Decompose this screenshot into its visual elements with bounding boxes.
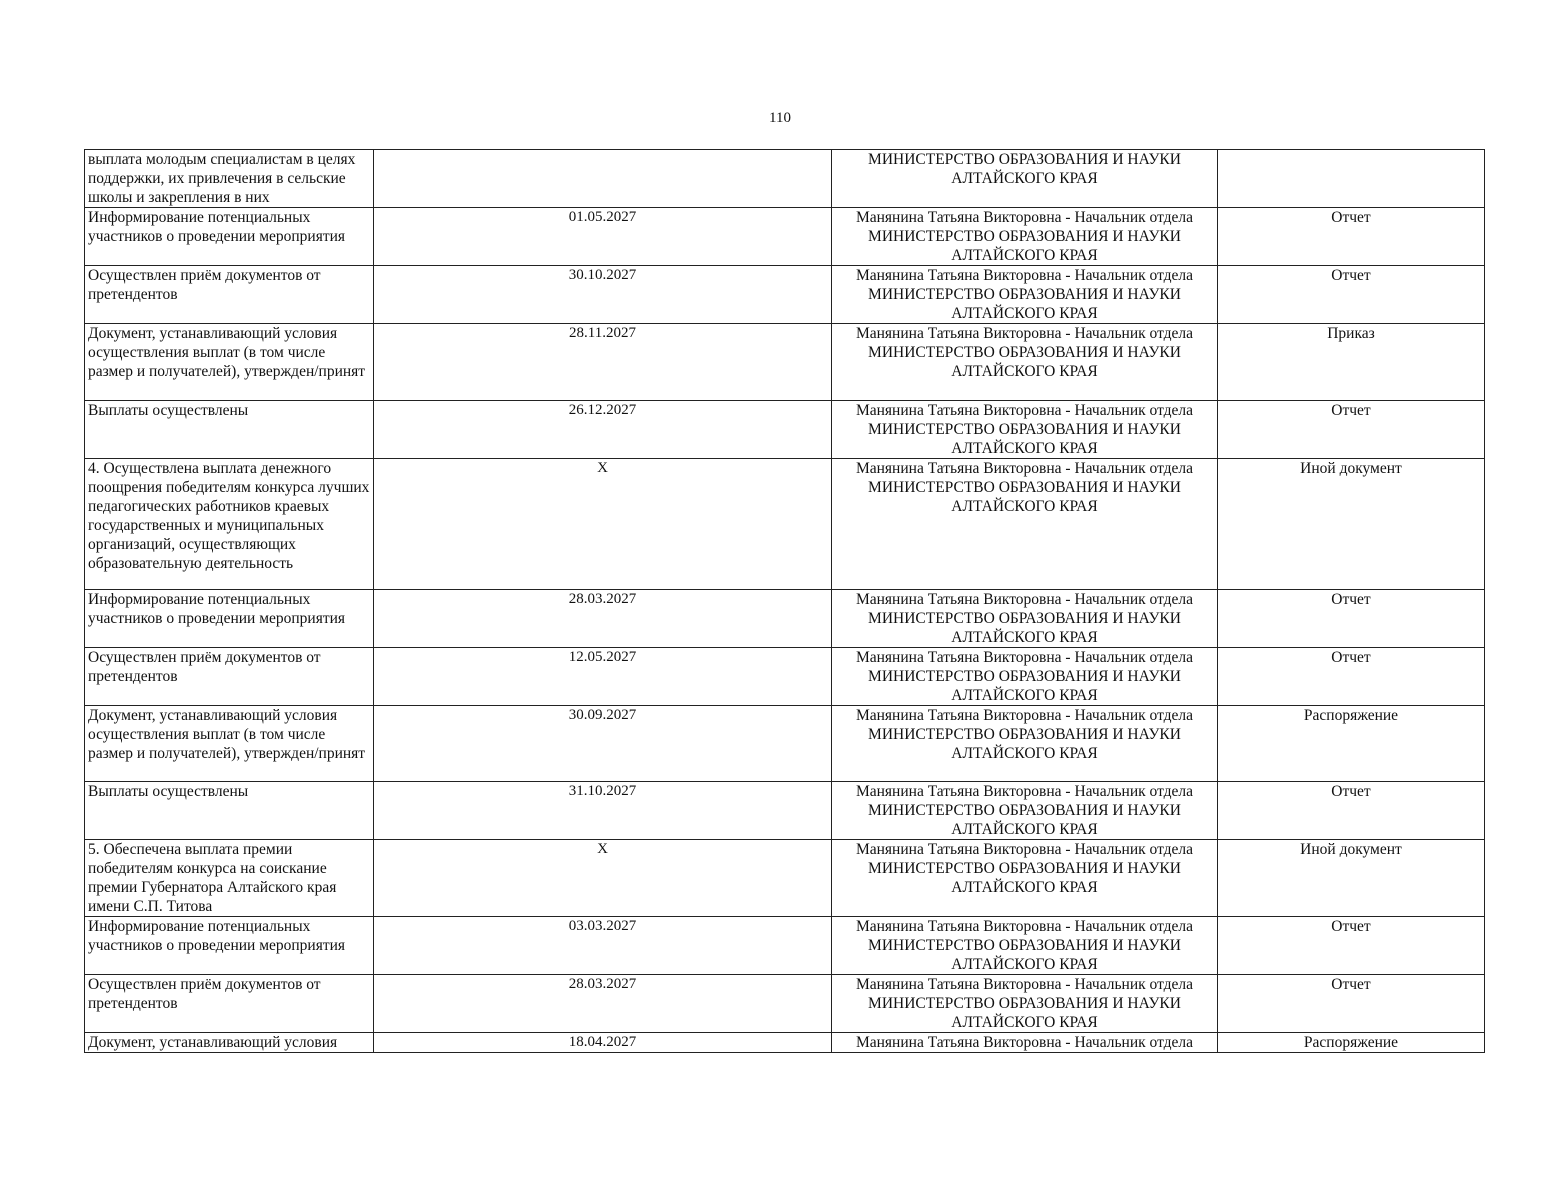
responsible-cell: Манянина Татьяна Викторовна - Начальник отдела МИНИСТЕРСТВО ОБРАЗОВАНИЯ И НАУКИ АЛТАЙСКОГО КРАЯ [832, 324, 1218, 401]
table-row [85, 324, 1485, 401]
activity-name-cell: Осуществлен приём документов от претендентов [85, 975, 374, 1033]
document-type-cell: Иной документ [1218, 840, 1485, 917]
activity-name-cell: Документ, устанавливающий условия осуществления выплат (в том числе размер и получателей), утвержден/принят [85, 324, 374, 401]
responsible-cell: Манянина Татьяна Викторовна - Начальник отдела МИНИСТЕРСТВО ОБРАЗОВАНИЯ И НАУКИ АЛТАЙСКОГО КРАЯ [832, 459, 1218, 590]
table-row [85, 1033, 1485, 1053]
responsible-cell: Манянина Татьяна Викторовна - Начальник отдела МИНИСТЕРСТВО ОБРАЗОВАНИЯ И НАУКИ АЛТАЙСКОГО КРАЯ [832, 401, 1218, 459]
document-type-cell: Приказ [1218, 324, 1485, 401]
table-row [85, 648, 1485, 706]
activity-name-cell: Выплаты осуществлены [85, 401, 374, 459]
document-type-cell [1218, 150, 1485, 208]
deadline-cell: 31.10.2027 [374, 782, 832, 840]
table-row [85, 840, 1485, 917]
document-type-cell: Распоряжение [1218, 706, 1485, 782]
deadline-cell: 28.03.2027 [374, 975, 832, 1033]
document-type-cell: Иной документ [1218, 459, 1485, 590]
activity-name-cell: выплата молодым специалистам в целях поддержки, их привлечения в сельские школы и закрепления в них [85, 150, 374, 208]
activity-name-cell: Выплаты осуществлены [85, 782, 374, 840]
deadline-cell: 12.05.2027 [374, 648, 832, 706]
document-type-cell: Отчет [1218, 782, 1485, 840]
table-row [85, 917, 1485, 975]
deadline-cell: 30.09.2027 [374, 706, 832, 782]
responsible-cell: Манянина Татьяна Викторовна - Начальник отдела МИНИСТЕРСТВО ОБРАЗОВАНИЯ И НАУКИ АЛТАЙСКОГО КРАЯ [832, 590, 1218, 648]
responsible-cell: Манянина Татьяна Викторовна - Начальник отдела МИНИСТЕРСТВО ОБРАЗОВАНИЯ И НАУКИ АЛТАЙСКОГО КРАЯ [832, 208, 1218, 266]
responsible-cell: МИНИСТЕРСТВО ОБРАЗОВАНИЯ И НАУКИ АЛТАЙСКОГО КРАЯ [832, 150, 1218, 208]
activity-name-cell: 5. Обеспечена выплата премии победителям конкурса на соискание премии Губернатора Алтайского края имени С.П. Титова [85, 840, 374, 917]
table-row [85, 590, 1485, 648]
responsible-cell: Манянина Татьяна Викторовна - Начальник отдела МИНИСТЕРСТВО ОБРАЗОВАНИЯ И НАУКИ АЛТАЙСКОГО КРАЯ [832, 975, 1218, 1033]
deadline-cell: 03.03.2027 [374, 917, 832, 975]
document-type-cell: Отчет [1218, 590, 1485, 648]
deadline-cell: 18.04.2027 [374, 1033, 832, 1053]
table-row [85, 782, 1485, 840]
responsible-cell: Манянина Татьяна Викторовна - Начальник отдела МИНИСТЕРСТВО ОБРАЗОВАНИЯ И НАУКИ АЛТАЙСКОГО КРАЯ [832, 782, 1218, 840]
activity-name-cell: Осуществлен приём документов от претендентов [85, 266, 374, 324]
activities-table [84, 149, 1485, 1053]
responsible-cell: Манянина Татьяна Викторовна - Начальник отдела МИНИСТЕРСТВО ОБРАЗОВАНИЯ И НАУКИ АЛТАЙСКОГО КРАЯ [832, 266, 1218, 324]
deadline-cell: 28.03.2027 [374, 590, 832, 648]
document-type-cell: Распоряжение [1218, 1033, 1485, 1053]
deadline-cell [374, 150, 832, 208]
activity-name-cell: Информирование потенциальных участников о проведении мероприятия [85, 590, 374, 648]
activity-name-cell: Информирование потенциальных участников о проведении мероприятия [85, 208, 374, 266]
table-row [85, 975, 1485, 1033]
page-number: 110 [769, 110, 791, 126]
activity-name-cell: Осуществлен приём документов от претендентов [85, 648, 374, 706]
deadline-cell: 01.05.2027 [374, 208, 832, 266]
table-row [85, 401, 1485, 459]
document-type-cell: Отчет [1218, 648, 1485, 706]
table-row [85, 150, 1485, 208]
activity-name-cell: Документ, устанавливающий условия осуществления выплат (в том числе размер и получателей), утвержден/принят [85, 706, 374, 782]
responsible-cell: Манянина Татьяна Викторовна - Начальник отдела МИНИСТЕРСТВО ОБРАЗОВАНИЯ И НАУКИ АЛТАЙСКОГО КРАЯ [832, 648, 1218, 706]
table-row [85, 266, 1485, 324]
deadline-cell: 26.12.2027 [374, 401, 832, 459]
document-type-cell: Отчет [1218, 917, 1485, 975]
responsible-cell: Манянина Татьяна Викторовна - Начальник отдела МИНИСТЕРСТВО ОБРАЗОВАНИЯ И НАУКИ АЛТАЙСКОГО КРАЯ [832, 840, 1218, 917]
table-row [85, 208, 1485, 266]
activity-name-cell: 4. Осуществлена выплата денежного поощрения победителям конкурса лучших педагогических работников краевых государственных и муниципальных организаций, осуществляющих образовательную деятельность [85, 459, 374, 590]
document-type-cell: Отчет [1218, 975, 1485, 1033]
table-row [85, 706, 1485, 782]
responsible-cell: Манянина Татьяна Викторовна - Начальник отдела МИНИСТЕРСТВО ОБРАЗОВАНИЯ И НАУКИ АЛТАЙСКОГО КРАЯ [832, 917, 1218, 975]
activity-name-cell: Информирование потенциальных участников о проведении мероприятия [85, 917, 374, 975]
responsible-cell: Манянина Татьяна Викторовна - Начальник отдела [832, 1033, 1218, 1053]
table-row [85, 459, 1485, 590]
deadline-cell: X [374, 459, 832, 590]
responsible-cell: Манянина Татьяна Викторовна - Начальник отдела МИНИСТЕРСТВО ОБРАЗОВАНИЯ И НАУКИ АЛТАЙСКОГО КРАЯ [832, 706, 1218, 782]
document-type-cell: Отчет [1218, 401, 1485, 459]
deadline-cell: 30.10.2027 [374, 266, 832, 324]
deadline-cell: 28.11.2027 [374, 324, 832, 401]
document-type-cell: Отчет [1218, 208, 1485, 266]
deadline-cell: X [374, 840, 832, 917]
document-type-cell: Отчет [1218, 266, 1485, 324]
activity-name-cell: Документ, устанавливающий условия [85, 1033, 374, 1053]
